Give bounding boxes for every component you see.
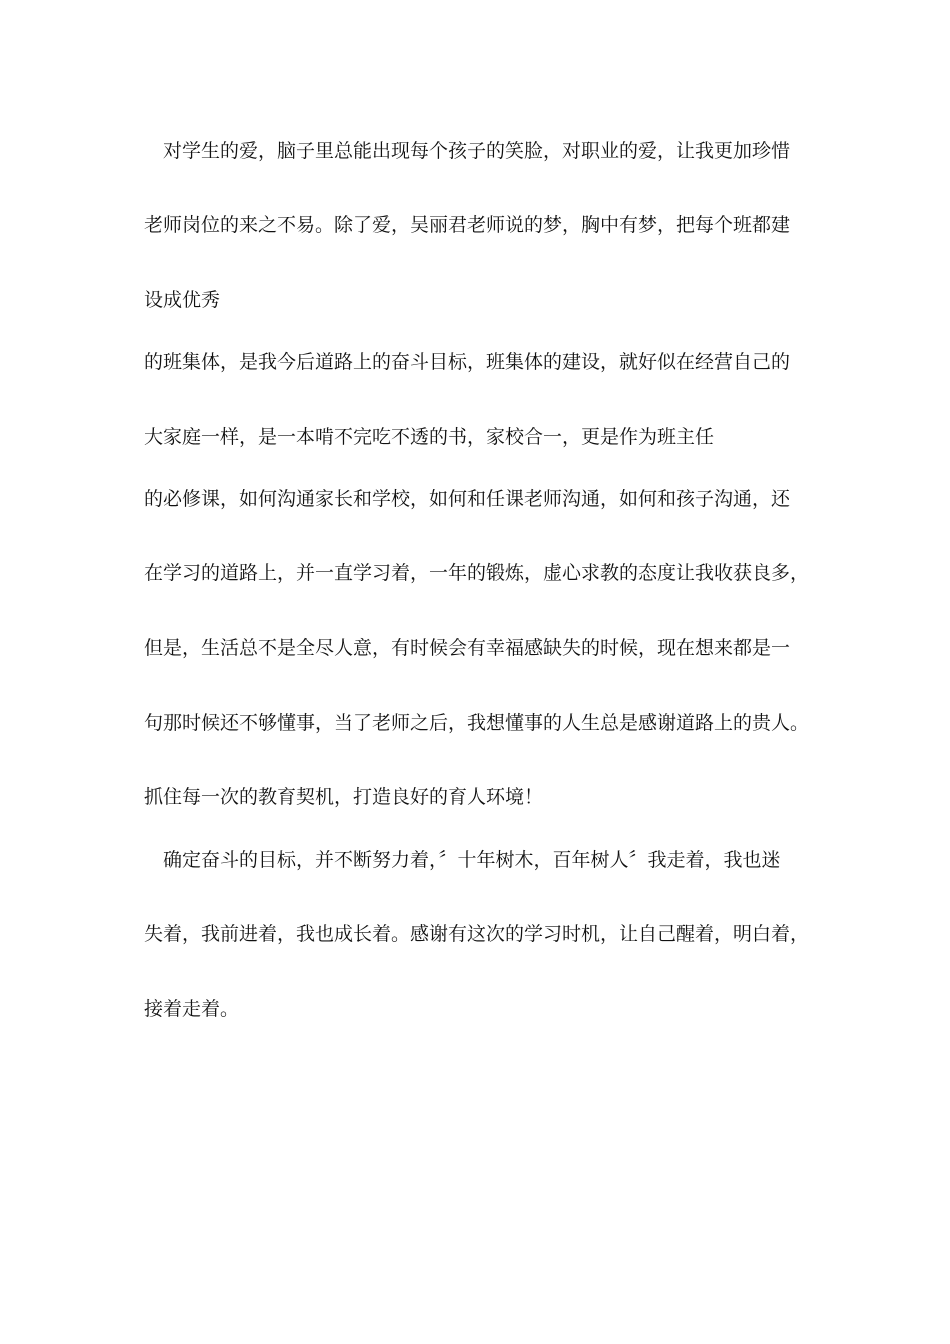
text-line: 的必修课，如何沟通家长和学校，如何和任课老师沟通，如何和孩子沟通，还 <box>144 488 791 510</box>
text-line: 抓住每一次的教育契机，打造良好的育人环境！ <box>144 786 544 808</box>
text-line: 确定奋斗的目标，并不断努力着，〞十年树木，百年树人〞我走着，我也迷 <box>163 849 781 871</box>
text-line: 的班集体，是我今后道路上的奋斗目标，班集体的建设，就好似在经营自己的 <box>144 351 791 373</box>
text-line: 失着，我前进着，我也成长着。感谢有这次的学习时机，让自己醒着，明白着， <box>144 923 810 945</box>
text-line: 设成优秀 <box>144 289 221 311</box>
text-line: 但是，生活总不是全尽人意，有时候会有幸福感缺失的时候，现在想来都是一 <box>144 637 791 659</box>
text-line: 在学习的道路上，并一直学习着，一年的锻炼，虚心求教的态度让我收获良多， <box>144 562 810 584</box>
text-line: 大家庭一样，是一本啃不完吃不透的书，家校合一，更是作为班主任 <box>144 426 715 448</box>
text-line: 接着走着。 <box>144 998 240 1020</box>
text-line: 老师岗位的来之不易。除了爱，吴丽君老师说的梦，胸中有梦，把每个班都建 <box>144 214 791 236</box>
text-line: 句那时候还不够懂事，当了老师之后，我想懂事的人生总是感谢道路上的贵人。 <box>144 712 810 734</box>
text-line: 对学生的爱，脑子里总能出现每个孩子的笑脸，对职业的爱，让我更加珍惜 <box>163 140 791 162</box>
